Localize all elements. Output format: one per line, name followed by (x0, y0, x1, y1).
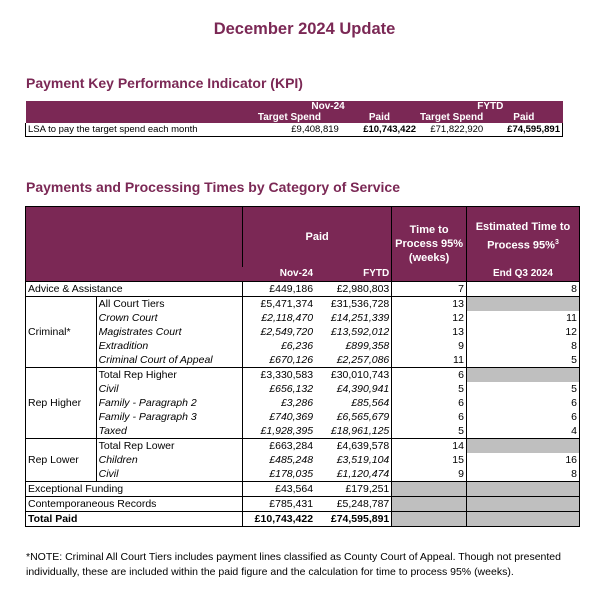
table-row (26, 311, 580, 325)
row-label: Exceptional Funding (26, 481, 243, 496)
est-cell: 4 (466, 424, 579, 439)
row-label: Family - Paragraph 2 (96, 396, 242, 410)
table-row (26, 325, 580, 339)
col-nov: Nov-24 (242, 267, 315, 282)
group-label: Rep Higher (26, 367, 97, 438)
table-row (26, 496, 580, 511)
payments-table (25, 206, 580, 527)
kpi-heading: Payment Key Performance Indicator (KPI) (26, 75, 303, 91)
time-cell: 13 (392, 296, 467, 311)
row-label: Total Paid (26, 511, 243, 526)
kpi-group-fytd: FYTD (418, 101, 562, 112)
table-row (26, 424, 580, 439)
row-label: Crown Court (96, 311, 242, 325)
kpi-fytd-target: £71,822,920 (418, 123, 485, 137)
paid-nov-cell: £663,284 (242, 438, 315, 453)
row-label: Family - Paragraph 3 (96, 410, 242, 424)
time-cell (392, 496, 467, 511)
row-label: Total Rep Lower (96, 438, 242, 453)
est-cell: 5 (466, 353, 579, 368)
est-cell (466, 496, 579, 511)
paid-fytd-cell: £14,251,339 (330, 311, 390, 324)
kpi-col-target: Target Spend (420, 112, 484, 123)
paid-nov-cell: £3,330,583 (242, 367, 315, 382)
paid-nov-cell: £43,564 (242, 481, 315, 496)
table-row (26, 410, 580, 424)
time-cell (392, 511, 467, 526)
paid-nov-cell: £3,286 (242, 396, 315, 410)
time-cell: 6 (392, 367, 467, 382)
kpi-table (25, 101, 563, 137)
est-cell (466, 438, 579, 453)
group-label: Criminal* (26, 296, 97, 367)
est-cell (466, 511, 579, 526)
table-row (26, 511, 580, 526)
row-label: Total Rep Higher (96, 367, 242, 382)
table-row (26, 481, 580, 496)
table-row (26, 396, 580, 410)
est-cell: 6 (466, 410, 579, 424)
kpi-group-nov: Nov-24 (238, 101, 418, 112)
col-end: End Q3 2024 (466, 267, 579, 282)
paid-fytd-cell: £1,120,474 (315, 467, 392, 482)
table-row (26, 382, 580, 396)
est-cell (466, 481, 579, 496)
col-time: Time to Process 95% (weeks) (392, 207, 467, 282)
row-label: Extradition (96, 339, 242, 353)
paid-nov-cell: £485,248 (242, 453, 315, 467)
table-row (26, 367, 580, 382)
paid-nov-cell: £6,236 (242, 339, 315, 353)
paid-fytd-cell: £3,519,104 (336, 453, 390, 466)
table-row (26, 353, 580, 368)
est-cell (466, 367, 579, 382)
est-cell: 5 (466, 382, 579, 396)
paid-nov-cell: £670,126 (242, 353, 315, 368)
table-row (26, 467, 580, 482)
est-cell: 8 (466, 467, 579, 482)
group-label: Rep Lower (26, 438, 97, 481)
est-cell (466, 296, 579, 311)
paid-nov-cell: £2,549,720 (242, 325, 315, 339)
paid-nov-cell: £178,035 (242, 467, 315, 482)
time-cell: 7 (392, 281, 467, 296)
paid-fytd-cell: £4,390,941 (336, 382, 390, 395)
row-label: Civil (96, 467, 242, 482)
paid-fytd-cell: £30,010,743 (330, 368, 390, 381)
time-cell: 13 (392, 325, 467, 339)
paid-nov-cell: £1,928,395 (242, 424, 315, 439)
paid-fytd-cell: £85,564 (351, 396, 390, 409)
row-label: Criminal Court of Appeal (96, 353, 242, 368)
time-cell: 5 (392, 382, 467, 396)
paid-fytd-cell: £31,536,728 (330, 297, 390, 310)
row-label: Contemporaneous Records (26, 496, 243, 511)
est-cell: 8 (466, 281, 579, 296)
table-row (26, 339, 580, 353)
paid-fytd-cell: £5,248,787 (315, 496, 392, 511)
kpi-row-label: LSA to pay the target spend each month (26, 123, 239, 137)
paid-nov-cell: £449,186 (242, 281, 315, 296)
est-cell: 6 (466, 396, 579, 410)
paid-fytd-cell: £6,565,679 (336, 410, 390, 423)
paid-nov-cell: £5,471,374 (242, 296, 315, 311)
row-label: All Court Tiers (96, 296, 242, 311)
paid-fytd-cell: £179,251 (315, 481, 392, 496)
time-cell: 9 (392, 339, 467, 353)
col-fytd: FYTD (315, 267, 392, 282)
row-label: Children (96, 453, 242, 467)
paid-fytd-cell: £13,592,012 (330, 325, 390, 338)
kpi-col-target: Target Spend (238, 112, 341, 123)
row-label: Civil (96, 382, 242, 396)
est-cell: 11 (466, 311, 579, 325)
time-cell: 14 (392, 438, 467, 453)
col-paid: Paid (242, 207, 391, 267)
paid-fytd-cell: £18,961,125 (315, 424, 392, 439)
time-cell: 6 (392, 396, 467, 410)
time-cell: 11 (392, 353, 467, 368)
paid-fytd-cell: £899,358 (345, 339, 390, 352)
row-label: Magistrates Court (96, 325, 242, 339)
row-label: Advice & Assistance (26, 281, 243, 296)
kpi-nov-target: £9,408,819 (238, 123, 341, 137)
table-row (26, 438, 580, 453)
time-cell: 6 (392, 410, 467, 424)
paid-fytd-cell: £4,639,578 (336, 439, 390, 452)
time-cell: 5 (392, 424, 467, 439)
est-cell: 16 (466, 453, 579, 467)
time-cell: 12 (392, 311, 467, 325)
time-cell: 9 (392, 467, 467, 482)
row-label: Taxed (96, 424, 242, 439)
time-cell (392, 481, 467, 496)
table-row (26, 296, 580, 311)
kpi-nov-paid: £10,743,422 (341, 123, 418, 137)
kpi-col-paid: Paid (485, 112, 562, 123)
col-est: Estimated Time to Process 95%$^3$ (466, 207, 579, 267)
paid-fytd-cell: £2,257,086 (315, 353, 392, 368)
payments-heading: Payments and Processing Times by Category of Service (26, 179, 401, 195)
est-cell: 12 (466, 325, 579, 339)
paid-nov-cell: £656,132 (242, 382, 315, 396)
paid-nov-cell: £785,431 (242, 496, 315, 511)
table-row (26, 281, 580, 296)
kpi-fytd-paid: £74,595,891 (485, 123, 562, 137)
kpi-col-paid: Paid (341, 112, 418, 123)
page-title: December 2024 Update (213, 20, 396, 38)
time-cell: 15 (392, 453, 467, 467)
paid-fytd-cell: £74,595,891 (315, 511, 392, 526)
paid-nov-cell: £740,369 (242, 410, 315, 424)
paid-nov-cell: £2,118,470 (242, 311, 315, 325)
paid-fytd-cell: £2,980,803 (315, 281, 392, 296)
table-row (26, 453, 580, 467)
paid-nov-cell: £10,743,422 (242, 511, 315, 526)
footnote: *NOTE: Criminal All Court Tiers includes payment lines classified as County Court of Appeal. Though not presented individually, these are included within the paid figure and the calculation for time to process 95% (weeks). (26, 551, 561, 578)
est-cell: 8 (466, 339, 579, 353)
